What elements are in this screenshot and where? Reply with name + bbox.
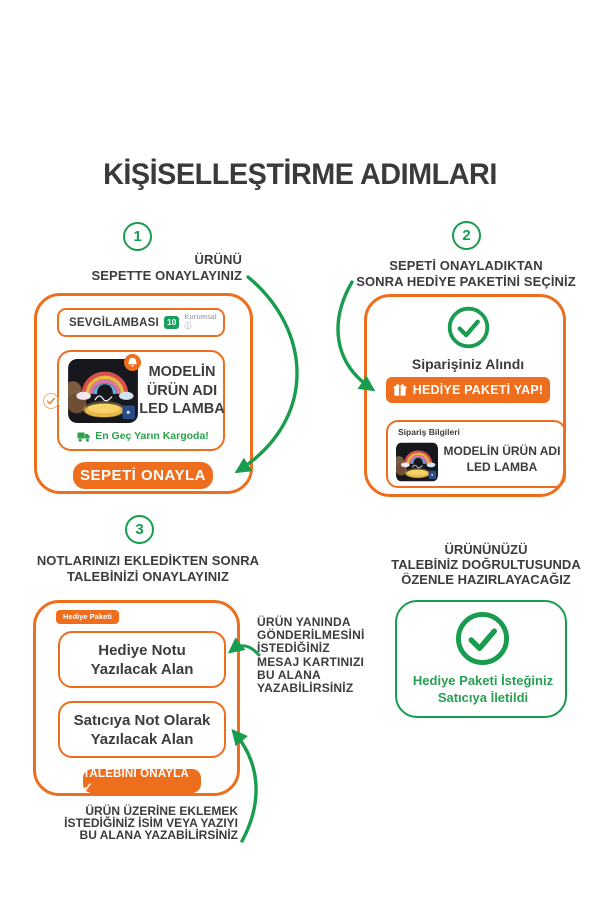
request-sent-status-line-2: Satıcıya İletildi bbox=[437, 690, 529, 705]
step-1-caption bbox=[58, 252, 242, 283]
step-3-number-label: 3 bbox=[135, 521, 144, 538]
seller-row[interactable] bbox=[57, 308, 225, 337]
final-caption-line-3: ÖZENLE HAZIRLAYACAĞIZ bbox=[401, 572, 571, 587]
gift-note-field-line-1: Hediye Notu bbox=[98, 641, 186, 659]
seller-score-badge: 10 bbox=[164, 316, 179, 329]
truck-icon bbox=[77, 431, 91, 442]
step-1-caption-line-2: SEPETTE ONAYLAYINIZ bbox=[91, 267, 242, 283]
confirm-cart-button[interactable] bbox=[73, 462, 213, 489]
message-card-annotation-line-4: MESAJ KARTINIZI bbox=[257, 654, 365, 669]
final-caption-line-1: ÜRÜNÜNÜZÜ bbox=[444, 542, 528, 557]
order-product-title-line-1: MODELİN ÜRÜN ADI bbox=[443, 444, 561, 458]
gift-package-badge: Hediye Paketi bbox=[56, 610, 119, 624]
step-3-caption-line-1: NOTLARINIZI EKLEDİKTEN SONRA bbox=[36, 553, 260, 568]
message-card-annotation-line-2: GÖNDERİLMESİNİ bbox=[257, 628, 365, 643]
step-2-number bbox=[452, 221, 481, 250]
make-gift-package-label: HEDİYE PAKETİ YAP! bbox=[412, 383, 544, 397]
step-2-number-label: 2 bbox=[462, 227, 471, 244]
message-card-annotation bbox=[257, 616, 364, 695]
item-selected-checkbox[interactable] bbox=[43, 393, 59, 409]
step-1-number-label: 1 bbox=[133, 228, 142, 245]
step-2-caption-line-2: SONRA HEDİYE PAKETİNİ SEÇİNİZ bbox=[356, 273, 576, 289]
order-info-box bbox=[386, 420, 566, 488]
name-note-annotation-line-1: ÜRÜN ÜZERİNE EKLEMEK bbox=[85, 804, 238, 818]
message-card-annotation-line-5: BU ALANA bbox=[257, 667, 321, 682]
message-card-annotation-line-6: YAZABİLİRSİNİZ bbox=[257, 681, 354, 696]
step-2-caption-line-1: SEPETİ ONAYLADIKTAN bbox=[389, 258, 543, 273]
order-card bbox=[364, 294, 566, 497]
order-product-title-line-2: LED LAMBA bbox=[466, 459, 538, 474]
gift-note-field[interactable] bbox=[58, 631, 226, 688]
step-3-caption bbox=[28, 553, 268, 584]
make-gift-package-button[interactable] bbox=[386, 377, 550, 403]
request-sent-status bbox=[397, 672, 569, 706]
product-title-line-3: LED LAMBA bbox=[139, 401, 225, 417]
message-card-annotation-line-1: ÜRÜN YANINDA bbox=[257, 615, 351, 629]
seller-note-field[interactable] bbox=[58, 701, 226, 758]
confirm-request-button-label: TALEBİNİ ONAYLA ✓ bbox=[83, 768, 189, 794]
seller-note-field-line-2: Yazılacak Alan bbox=[90, 730, 194, 748]
step-2-caption bbox=[350, 258, 582, 289]
order-product-thumbnail bbox=[396, 441, 438, 483]
final-caption bbox=[375, 542, 597, 587]
page-title: KİŞİSELLEŞTİRME ADIMLARI bbox=[103, 158, 497, 191]
confirm-cart-button-label: SEPETİ ONAYLA bbox=[80, 467, 206, 484]
seller-note-field-line-1: Satıcıya Not Olarak bbox=[73, 711, 211, 729]
final-caption-line-2: TALEBİNİZ DOĞRULTUSUNDA bbox=[391, 557, 581, 572]
step-3-number bbox=[125, 515, 154, 544]
order-received-label: Siparişiniz Alındı bbox=[411, 356, 525, 372]
request-sent-box bbox=[395, 600, 567, 718]
seller-name: SEVGİLAMBASI bbox=[69, 316, 159, 329]
check-icon bbox=[45, 395, 57, 407]
confirm-request-button[interactable] bbox=[83, 769, 201, 793]
step-3-caption-line-2: TALEBİNİZİ ONAYLAYINIZ bbox=[66, 568, 230, 584]
cart-card bbox=[34, 293, 253, 494]
product-title bbox=[139, 363, 225, 419]
shipping-note bbox=[59, 430, 227, 442]
order-info-label: Sipariş Bilgileri bbox=[398, 427, 460, 437]
request-sent-status-line-1: Hediye Paketi İsteğiniz bbox=[412, 673, 554, 688]
product-title-line-1: MODELİN bbox=[148, 364, 216, 380]
order-product-title bbox=[440, 444, 564, 475]
order-received-check-icon bbox=[447, 306, 490, 349]
product-title-line-2: ÜRÜN ADI bbox=[146, 382, 218, 399]
cart-product-row[interactable] bbox=[57, 350, 225, 451]
shipping-note-label: En Geç Yarın Kargoda! bbox=[95, 430, 209, 442]
gift-note-field-line-2: Yazılacak Alan bbox=[90, 660, 194, 678]
name-note-annotation-line-3: BU ALANA YAZABİLİRSİNİZ bbox=[79, 827, 238, 842]
seller-meta: Kurumsal ⓘ bbox=[184, 314, 217, 330]
message-card-annotation-line-3: İSTEDİĞİNİZ bbox=[257, 641, 330, 656]
name-note-annotation-line-2: İSTEDİĞİNİZ İSİM VEYA YAZIYI bbox=[64, 815, 238, 830]
name-note-annotation bbox=[26, 806, 238, 841]
step-1-number bbox=[123, 222, 152, 251]
gift-icon bbox=[393, 383, 407, 397]
step-1-caption-line-1: ÜRÜNÜ bbox=[194, 252, 242, 267]
request-sent-check-icon bbox=[455, 611, 510, 666]
gift-note-card bbox=[33, 600, 240, 796]
